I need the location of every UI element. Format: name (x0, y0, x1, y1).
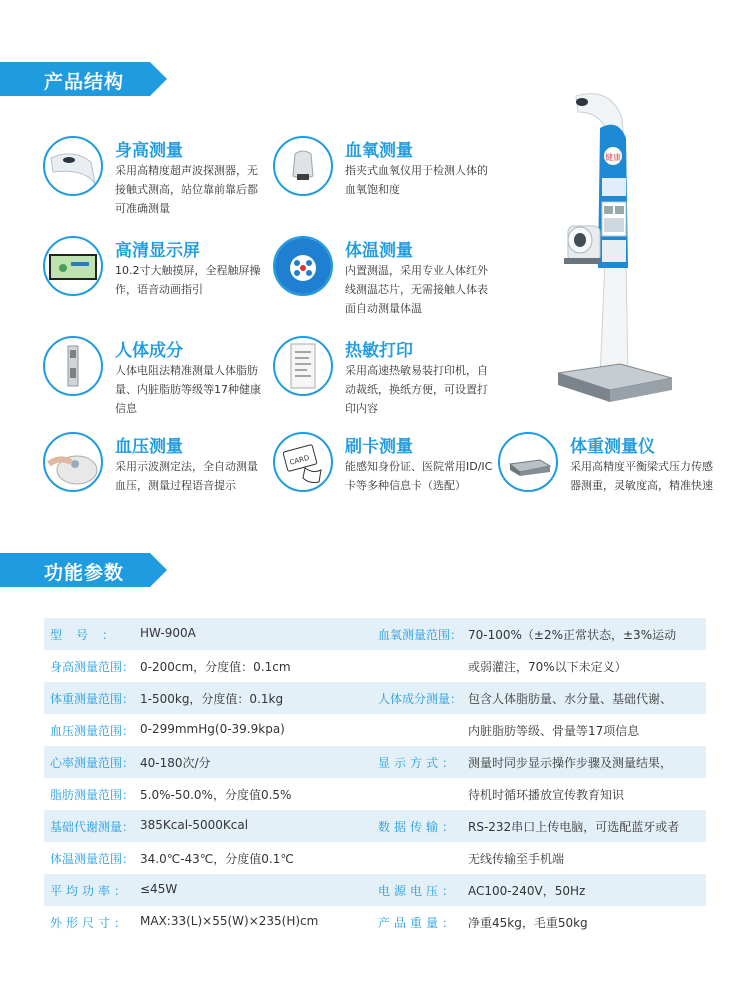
param-label: 产品重量： (378, 916, 459, 930)
blood-pressure-cuff-icon (43, 432, 103, 492)
feature-body-composition (43, 336, 273, 426)
card-swipe-icon (273, 432, 333, 492)
param-label: 平均功率： (50, 884, 131, 898)
param-value: 无线传输至手机端 (468, 852, 565, 866)
table-row (44, 842, 706, 874)
table-row (44, 682, 706, 714)
param-value: 0-299mmHg(0-39.9kpa) (140, 722, 285, 736)
ultrasonic-head-icon (43, 136, 103, 196)
param-value: 385Kcal-5000Kcal (140, 818, 249, 832)
param-label: 电源电压： (378, 884, 459, 898)
param-label: 基础代谢测量： (50, 820, 135, 834)
feature-title: 体重测量仪 (570, 437, 655, 457)
finger-clip-icon (273, 136, 333, 196)
feature-desc: 采用示波测定法，全自动测量血压，测量过程语音提示 (115, 460, 258, 492)
param-value: 测量时同步显示操作步骤及测量结果， (468, 756, 673, 770)
feature-desc: 采用高精度超声波探测器，无接触式测高，站位靠前靠后都可准确测量 (115, 164, 258, 215)
device-illustration (540, 88, 720, 418)
param-value: 或弱灌注，70%以下未定义） (468, 660, 627, 674)
param-label: 心率测量范围： (50, 756, 135, 770)
table-row (44, 810, 706, 842)
param-value: MAX:33(L)×55(W)×235(H)cm (140, 914, 319, 928)
params-table (44, 618, 706, 938)
feature-desc: 人体电阻法精准测量人体脂肪量、内脏脂肪等级等17种健康信息 (115, 364, 261, 415)
feature-screen (43, 236, 273, 326)
table-row (44, 746, 706, 778)
param-value: ≤45W (140, 882, 178, 896)
feature-title: 热敏打印 (345, 341, 413, 361)
feature-temperature (273, 236, 503, 326)
param-value: RS-232串口上传电脑，可选配蓝牙或者 (468, 820, 680, 834)
feature-title: 刷卡测量 (345, 437, 413, 457)
param-value: 1-500kg，分度值：0.1kg (140, 692, 284, 706)
table-row (44, 650, 706, 682)
svg-text:CARD: CARD (288, 453, 311, 467)
feature-desc: 采用高速热敏易装打印机，自动裁纸，换纸方便，可设置打印内容 (345, 364, 488, 415)
param-value: 34.0℃-43℃，分度值0.1℃ (140, 852, 294, 866)
device-sign: 健康 (605, 153, 621, 162)
touch-screen-icon (43, 236, 103, 296)
feature-title: 体温测量 (345, 241, 413, 261)
param-value: 待机时循环播放宣传教育知识 (468, 788, 625, 802)
param-value: 40-180次/分 (140, 756, 211, 770)
param-label: 外形尺寸： (50, 916, 131, 930)
param-value: 净重45kg，毛重50kg (468, 916, 588, 930)
feature-title: 高清显示屏 (115, 241, 200, 261)
table-row (44, 618, 706, 650)
param-label: 身高测量范围： (50, 660, 135, 674)
feature-desc: 内置测温，采用专业人体红外线测温芯片，无需接触人体表面自动测量体温 (345, 264, 488, 315)
param-value: HW-900A (140, 626, 196, 640)
feature-desc: 指夹式血氧仪用于检测人体的血氧饱和度 (345, 164, 488, 196)
table-row (44, 906, 706, 938)
body-composition-icon (43, 336, 103, 396)
feature-card (273, 432, 503, 522)
feature-desc: 采用高精度平衡梁式压力传感器测重，灵敏度高，精准快速 (570, 460, 713, 492)
section-banner-structure (0, 62, 170, 96)
param-label: 血氧测量范围： (378, 628, 463, 642)
param-value: 70-100%（±2%正常状态，±3%运动 (468, 628, 677, 642)
param-label: 显示方式： (378, 756, 459, 770)
thermometer-panel-icon (273, 236, 333, 296)
param-label: 体重测量范围： (50, 692, 135, 706)
param-label: 体温测量范围： (50, 852, 135, 866)
param-label: 人体成分测量： (378, 692, 463, 706)
feature-title: 血压测量 (115, 437, 183, 457)
section-banner-params (0, 553, 170, 587)
feature-height (43, 136, 273, 226)
feature-desc: 能感知身份证、医院常用ID/IC卡等多种信息卡（选配） (345, 460, 493, 492)
param-value: 包含人体脂肪量、水分量、基础代谢、 (468, 692, 673, 706)
feature-oxygen (273, 136, 503, 226)
feature-title: 血氧测量 (345, 141, 413, 161)
feature-printer (273, 336, 503, 426)
table-row (44, 874, 706, 906)
section-title-params: 功能参数 (44, 562, 125, 584)
param-value: AC100-240V，50Hz (468, 884, 586, 898)
feature-scale (498, 432, 728, 522)
feature-title: 身高测量 (115, 141, 183, 161)
scale-platform-icon (498, 432, 558, 492)
feature-title: 人体成分 (115, 341, 183, 361)
feature-desc: 10.2寸大触摸屏，全程触屏操作，语音动画指引 (115, 264, 261, 296)
param-value: 0-200cm，分度值：0.1cm (140, 660, 291, 674)
param-label: 型号： (50, 628, 129, 642)
param-label: 数据传输： (378, 820, 459, 834)
table-row (44, 778, 706, 810)
param-label: 血压测量范围： (50, 724, 135, 738)
param-value: 5.0%-50.0%，分度值0.5% (140, 788, 292, 802)
param-label: 脂肪测量范围： (50, 788, 135, 802)
section-title-structure: 产品结构 (44, 71, 125, 93)
param-value: 内脏脂肪等级、骨量等17项信息 (468, 724, 640, 738)
receipt-icon (273, 336, 333, 396)
feature-blood-pressure (43, 432, 273, 522)
table-row (44, 714, 706, 746)
